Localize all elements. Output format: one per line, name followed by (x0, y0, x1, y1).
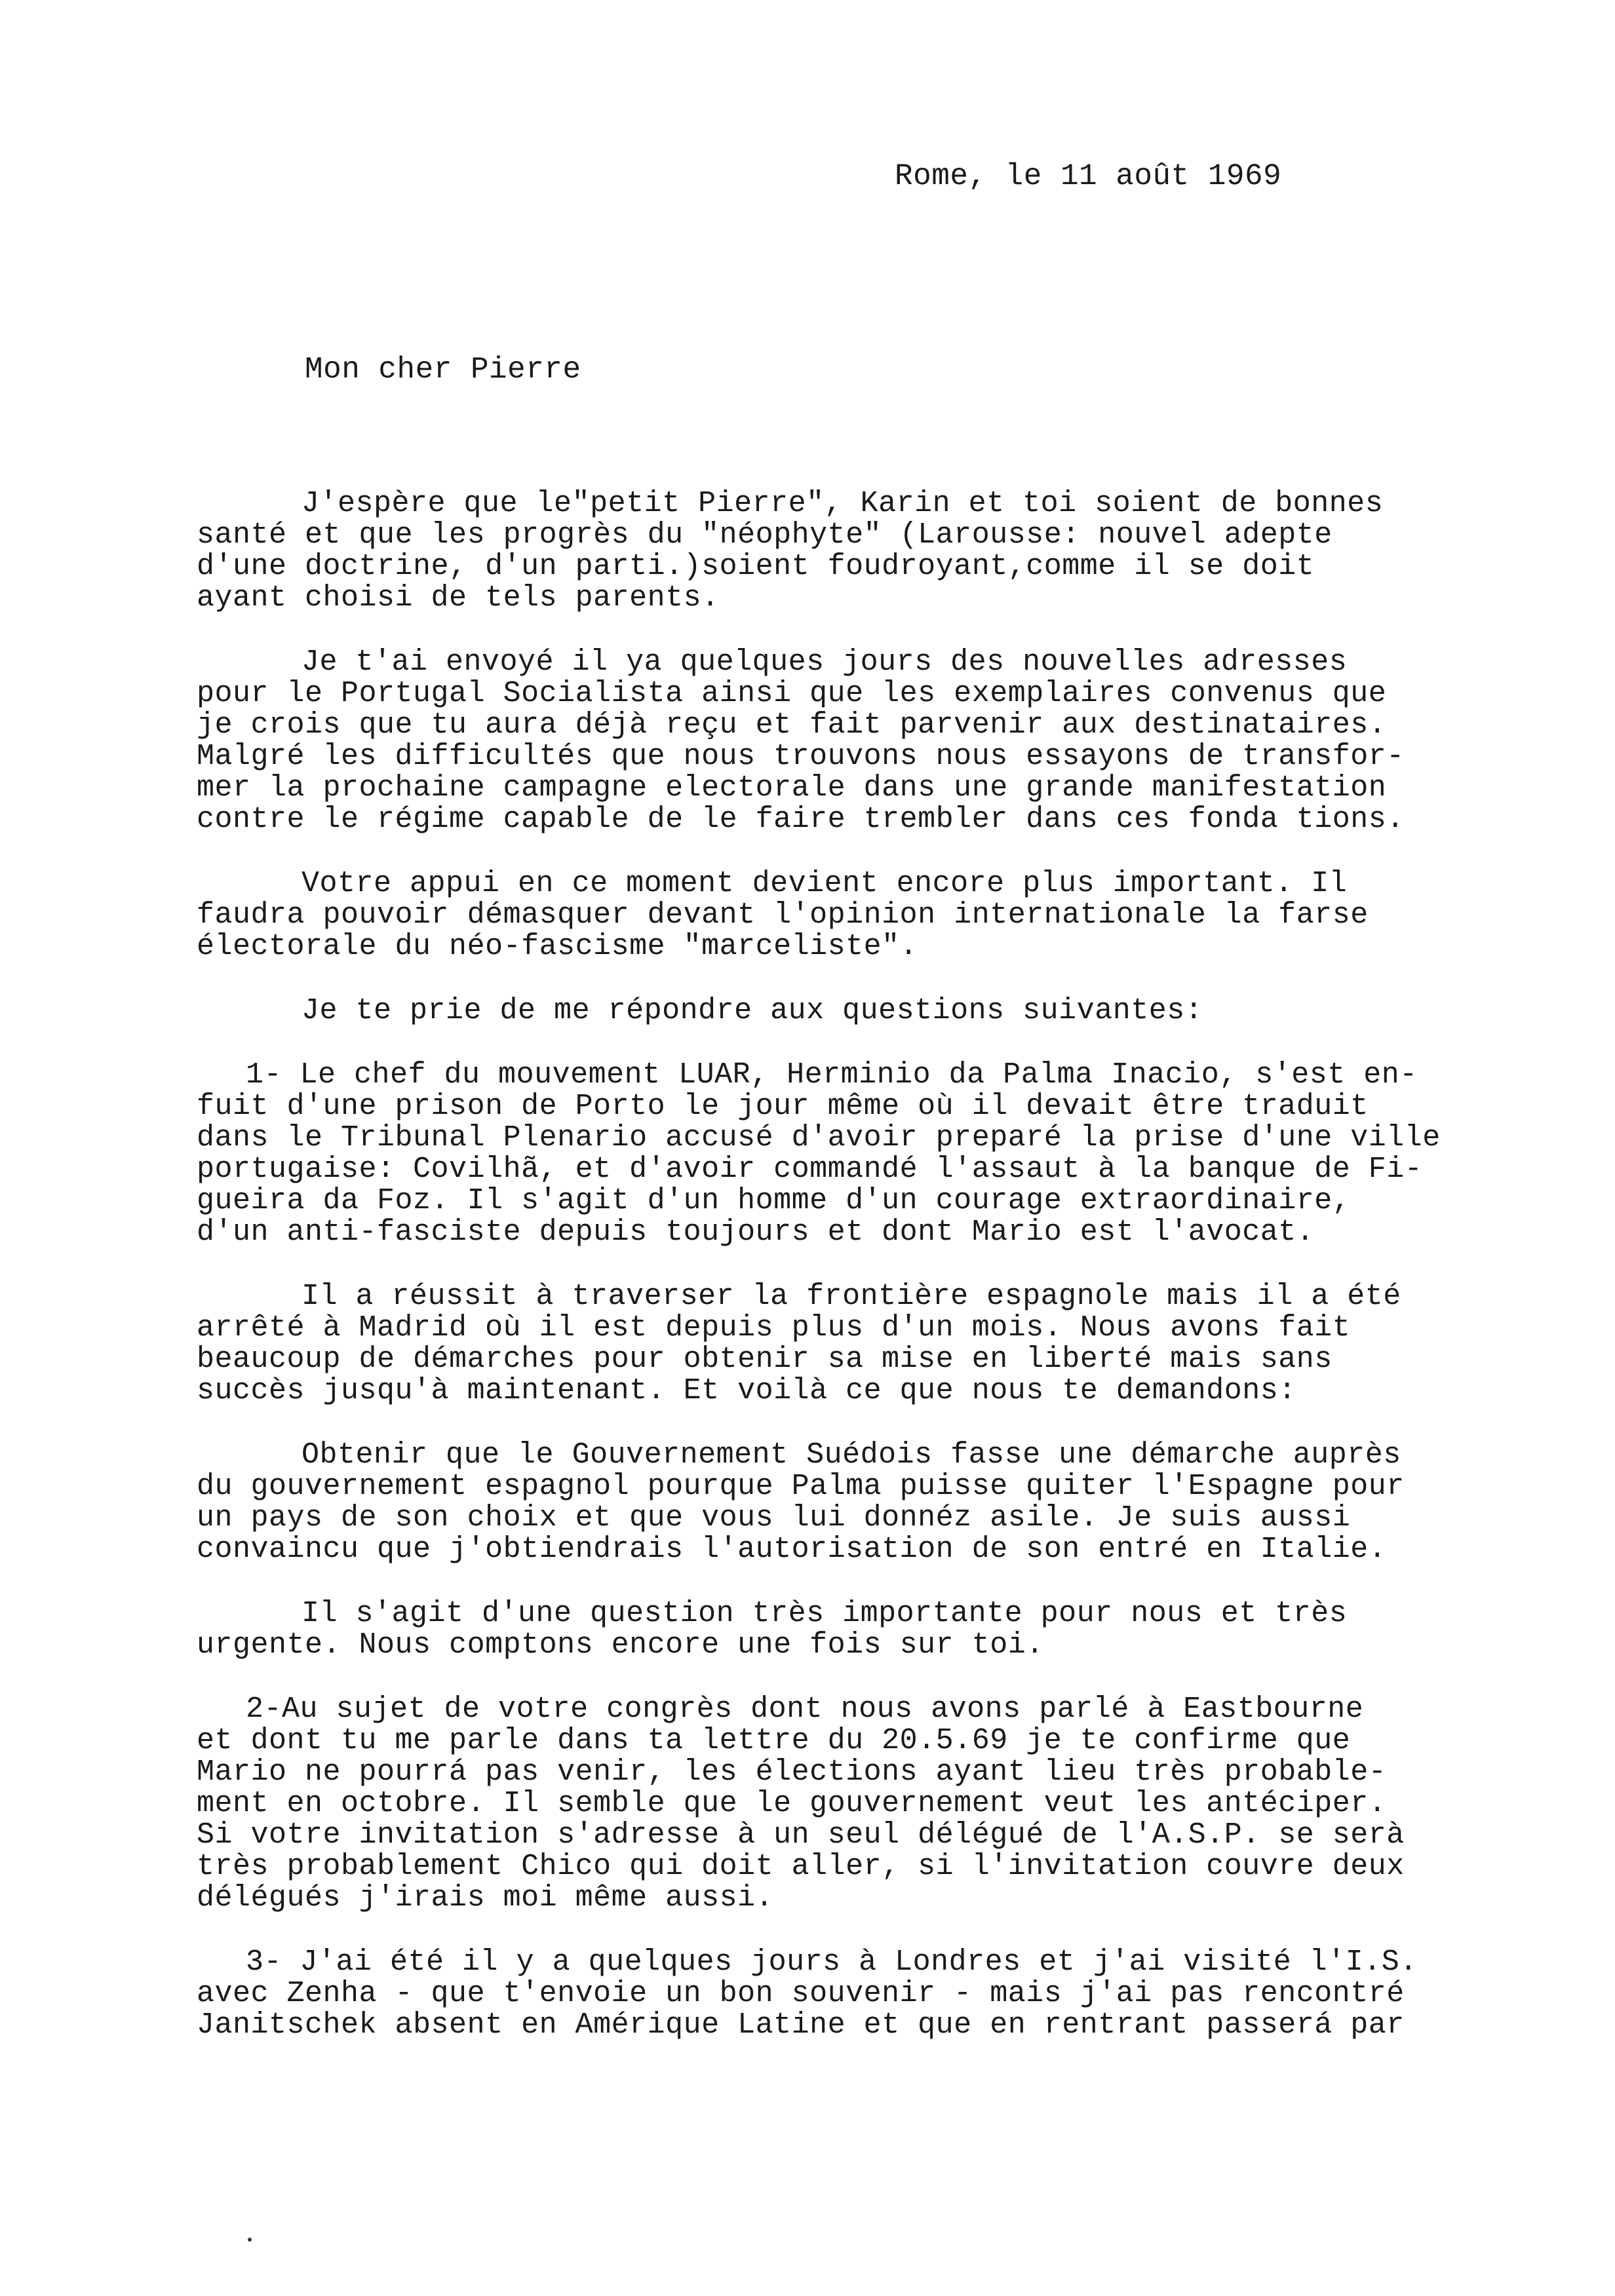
letter-line: d'un anti-fasciste depuis toujours et dont Mario est l'avocat. (197, 1215, 1315, 1249)
letter-line: un pays de son choix et que vous lui donnéz asile. Je suis aussi (197, 1501, 1351, 1535)
letter-line: Il s'agit d'une question très importante pour nous et très (302, 1597, 1348, 1630)
letter-line: Obtenir que le Gouvernement Suédois fasse une démarche auprès (302, 1438, 1401, 1472)
letter-line: Je te prie de me répondre aux questions suivantes: (302, 994, 1203, 1027)
letter-line: Janitschek absent en Amérique Latine et que en rentrant passerá par (197, 2008, 1405, 2042)
letter-paragraph (197, 1281, 1540, 1407)
letter-line: 3- J'ai été il y a quelques jours à Londres et j'ai visité l'I.S. (246, 1945, 1418, 1979)
letter-line: Je t'ai envoyé il ya quelques jours des nouvelles adresses (302, 645, 1348, 679)
letter-line: je crois que tu aura déjà reçu et fait parvenir aux destinataires. (197, 708, 1387, 742)
letter-line: dans le Tribunal Plenario accusé d'avoir preparé la prise d'une ville (197, 1121, 1441, 1155)
letter-line: Mario ne pourrá pas venir, les élections ayant lieu très probable- (197, 1755, 1387, 1789)
stray-mark (248, 2238, 252, 2242)
letter-line: fuit d'une prison de Porto le jour même où il devait être traduit (197, 1090, 1369, 1123)
letter-paragraph (197, 1598, 1540, 1661)
letter-line: faudra pouvoir démasquer devant l'opinion internationale la farse (197, 898, 1369, 932)
letter-body (197, 488, 1540, 2074)
letter-line: Votre appui en ce moment devient encore plus important. Il (302, 867, 1348, 900)
letter-paragraph (197, 995, 1540, 1027)
letter-line: ment en octobre. Il semble que le gouvernement veut les antéciper. (197, 1787, 1387, 1820)
letter-line: 2-Au sujet de votre congrès dont nous avons parlé à Eastbourne (246, 1693, 1364, 1726)
letter-line: J'espère que le"petit Pierre", Karin et toi soient de bonnes (302, 487, 1384, 520)
letter-line: contre le régime capable de le faire trembler dans ces fonda tions. (197, 803, 1405, 836)
letter-date: Rome, le 11 août 1969 (895, 159, 1282, 193)
letter-paragraph (197, 868, 1540, 963)
letter-line: pour le Portugal Socialista ainsi que les exemplaires convenus que (197, 677, 1387, 710)
letter-line: convaincu que j'obtiendrais l'autorisation de son entré en Italie. (197, 1533, 1387, 1566)
letter-line: avec Zenha - que t'envoie un bon souvenir - mais j'ai pas rencontré (197, 1977, 1405, 2010)
letter-line: très probablement Chico qui doit aller, si l'invitation couvre deux (197, 1850, 1405, 1883)
letter-line: d'une doctrine, d'un parti.)soient foudroyant,comme il se doit (197, 550, 1315, 583)
letter-line: ayant choisi de tels parents. (197, 581, 720, 615)
letter-line: délégués j'irais moi même aussi. (197, 1881, 774, 1915)
letter-paragraph (197, 1060, 1540, 1248)
letter-line: urgente. Nous comptons encore une fois sur toi. (197, 1628, 1044, 1662)
letter-paragraph (197, 647, 1540, 835)
letter-line: Si votre invitation s'adresse à un seul délégué de l'A.S.P. se serà (197, 1818, 1405, 1852)
letter-line: succès jusqu'à maintenant. Et voilà ce que nous te demandons: (197, 1374, 1296, 1407)
letter-line: du gouvernement espagnol pourque Palma puisse quiter l'Espagne pour (197, 1470, 1405, 1503)
letter-paragraph (197, 488, 1540, 614)
letter-line: et dont tu me parle dans ta lettre du 20.5.69 je te confirme que (197, 1724, 1351, 1757)
letter-line: arrêté à Madrid où il est depuis plus d'un mois. Nous avons fait (197, 1311, 1351, 1345)
letter-line: mer la prochaine campagne electorale dans une grande manifestation (197, 771, 1387, 805)
letter-line: santé et que les progrès du "néophyte" (Larousse: nouvel adepte (197, 518, 1333, 552)
letter-salutation: Mon cher Pierre (305, 353, 581, 387)
letter-line: Malgré les difficultés que nous trouvons nous essayons de transfor- (197, 740, 1405, 773)
letter-line: portugaise: Covilhã, et d'avoir commandé l'assaut à la banque de Fi- (197, 1153, 1423, 1186)
letter-paragraph (197, 1440, 1540, 1565)
letter-paragraph (197, 1947, 1540, 2041)
letter-line: électorale du néo-fascisme "marceliste". (197, 930, 918, 963)
letter-paragraph (197, 1694, 1540, 1914)
letter-line: gueira da Foz. Il s'agit d'un homme d'un courage extraordinaire, (197, 1184, 1351, 1217)
letter-line: Il a réussit à traverser la frontière espagnole mais il a été (302, 1280, 1401, 1313)
letter-line: 1- Le chef du mouvement LUAR, Herminio da Palma Inacio, s'est en- (246, 1058, 1418, 1092)
letter-line: beaucoup de démarches pour obtenir sa mise en liberté mais sans (197, 1343, 1333, 1376)
